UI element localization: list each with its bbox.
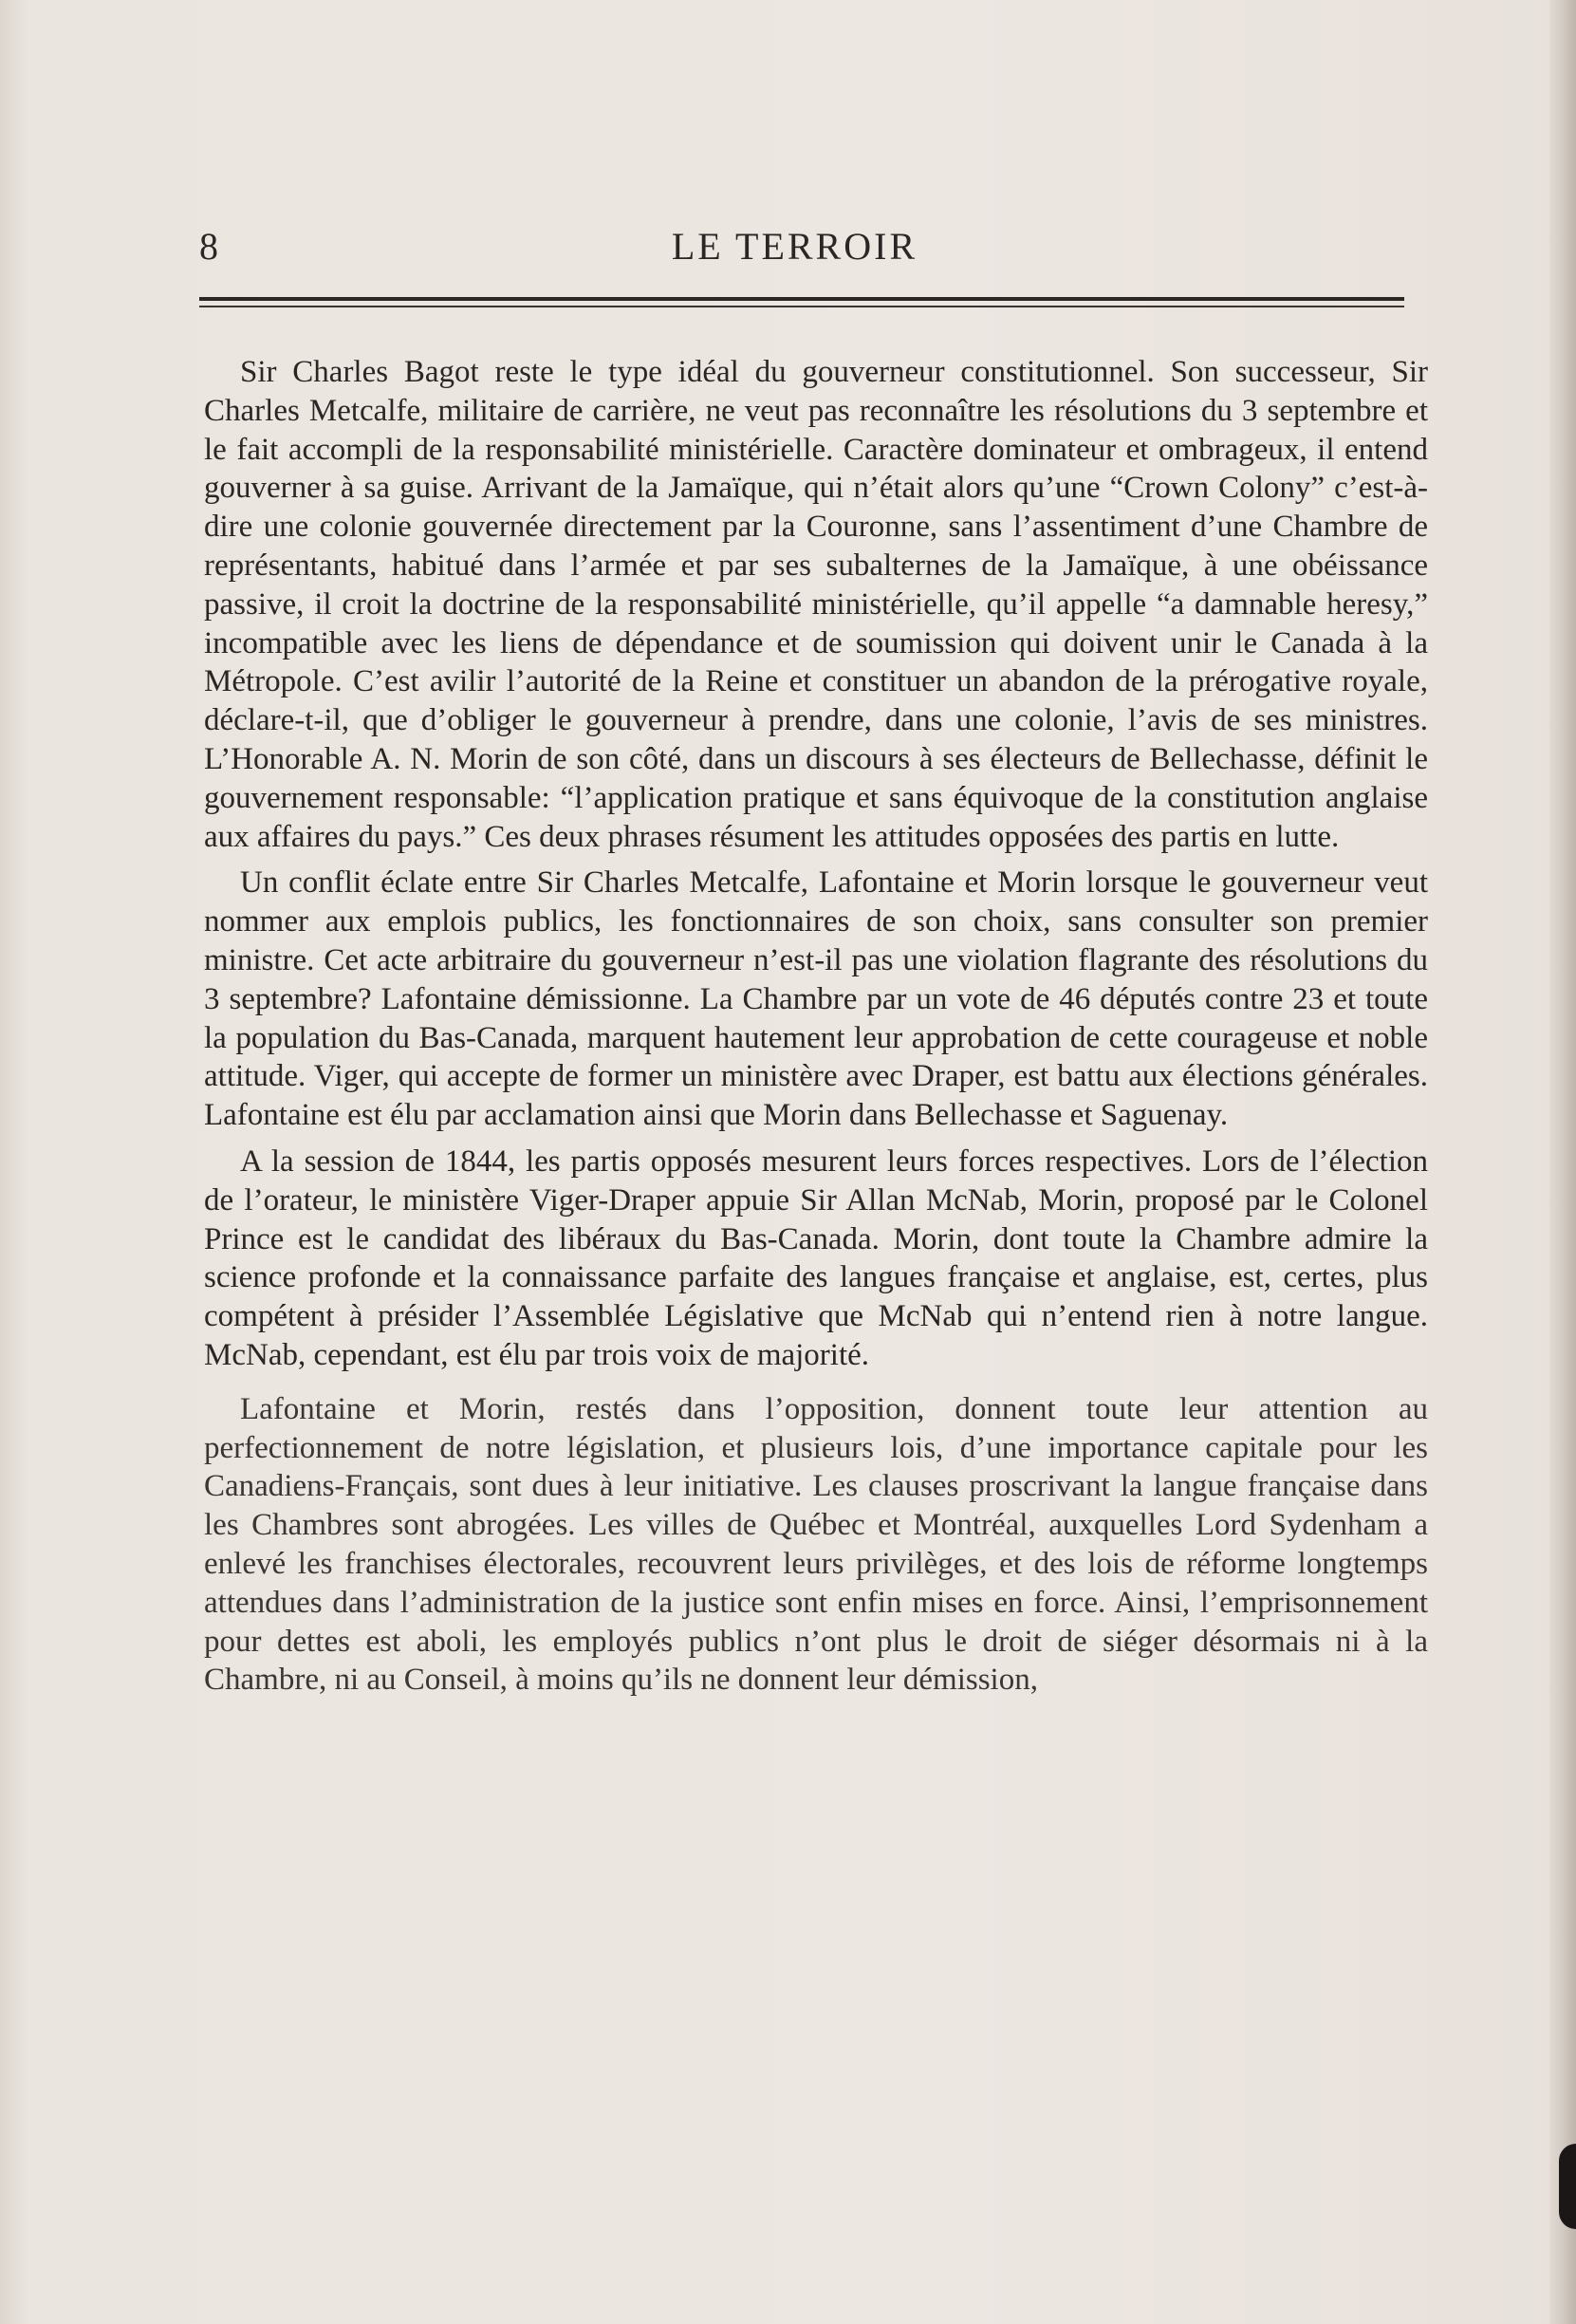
paragraph-1: Sir Charles Bagot reste le type idéal du gouverneur constitutionnel. Son successeur, Sir Charles Metcalfe, militaire de carrière, ne veut pas reconnaître les résolutions du 3 septembre et le fait accompli de la responsabilité ministérielle. Caractère dominateur et ombrageux, il entend gouverner à sa guise. Arrivant de la Jamaïque, qui n’était alors qu’une “Crown Colony” c’est-à-dire une colonie gouvernée directement par la Couronne, sans l’assentiment d’une Chambre de représentants, habitué dans l’armée et par ses subalternes de la Jamaïque, à une obéissance passive, il croit la doctrine de la responsabilité ministérielle, qu’il appelle “a damnable heresy,” incompatible avec les liens de dépendance et de soumission qui doivent unir le Canada à la Métropole. C’est avilir l’autorité de la Reine et constituer un abandon de la prérogative royale, déclare-t-il, que d’obliger le gouverneur à prendre, dans une colonie, l’avis de ses ministres. L’Honorable A. N. Morin de son côté, dans un discours à ses électeurs de Bellechasse, définit le gouvernement responsable: “l’application pratique et sans équivoque de la constitution anglaise aux affaires du pays.” Ces deux phrases résument les attitudes opposées des partis en lutte. <box>204 355 1428 854</box>
page-number: 8 <box>199 225 219 268</box>
paragraph-2: Un conflit éclate entre Sir Charles Metcalfe, Lafontaine et Morin lorsque le gouverneur veut nommer aux emplois publics, les fonctionnaires de son choix, sans consulter son premier ministre. Cet acte arbitraire du gouverneur n’est-il pas une violation flagrante des résolutions du 3 septembre? Lafontaine démissionne. La Chambre par un vote de 46 députés contre 23 et toute la population du Bas-Canada, marquent hautement leur approbation de cette courageuse et noble attitude. Viger, qui accepte de former un ministère avec Draper, est battu aux élections générales. Lafontaine est élu par acclamation ainsi que Morin dans Bellechasse et Saguenay. <box>204 865 1428 1133</box>
body-text <box>204 353 1428 1707</box>
header-rule-thin <box>199 306 1404 307</box>
running-title: LE TERROIR <box>671 225 918 268</box>
page-corner-shadow <box>1559 2144 1576 2229</box>
page-edge <box>1549 0 1576 2324</box>
header-rule-thick <box>199 297 1404 301</box>
paragraph-3: A la session de 1844, les partis opposés mesurent leurs forces respectives. Lors de l’élection de l’orateur, le ministère Viger-Draper appuie Sir Allan McNab, Morin, proposé par le Colonel Prince est le candidat des libéraux du Bas-Canada. Morin, dont toute la Chambre admire la science profonde et la connaissance parfaite des langues française et anglaise, est, certes, plus compétent à présider l’Assemblée Législative que McNab qui n’entend rien à notre langue. McNab, cependant, est élu par trois voix de majorité. <box>204 1143 1428 1372</box>
page-header <box>195 224 1395 271</box>
paragraph-4: Lafontaine et Morin, restés dans l’opposition, donnent toute leur attention au perfectionnement de notre législation, et plusieurs lois, d’une importance capitale pour les Canadiens-Français, sont dues à leur initiative. Les clauses proscrivant la langue française dans les Chambres sont abrogées. Les villes de Québec et Montréal, auxquelles Lord Sydenham a enlevé les franchises électorales, recouvrent leurs privilèges, et des lois de réforme longtemps attendues dans l’administration de la justice sont enfin mises en force. Ainsi, l’emprisonnement pour dettes est aboli, les employés publics n’ont plus le droit de siéger désormais ni à la Chambre, ni au Conseil, à moins qu’ils ne donnent leur démission, <box>204 1391 1428 1698</box>
